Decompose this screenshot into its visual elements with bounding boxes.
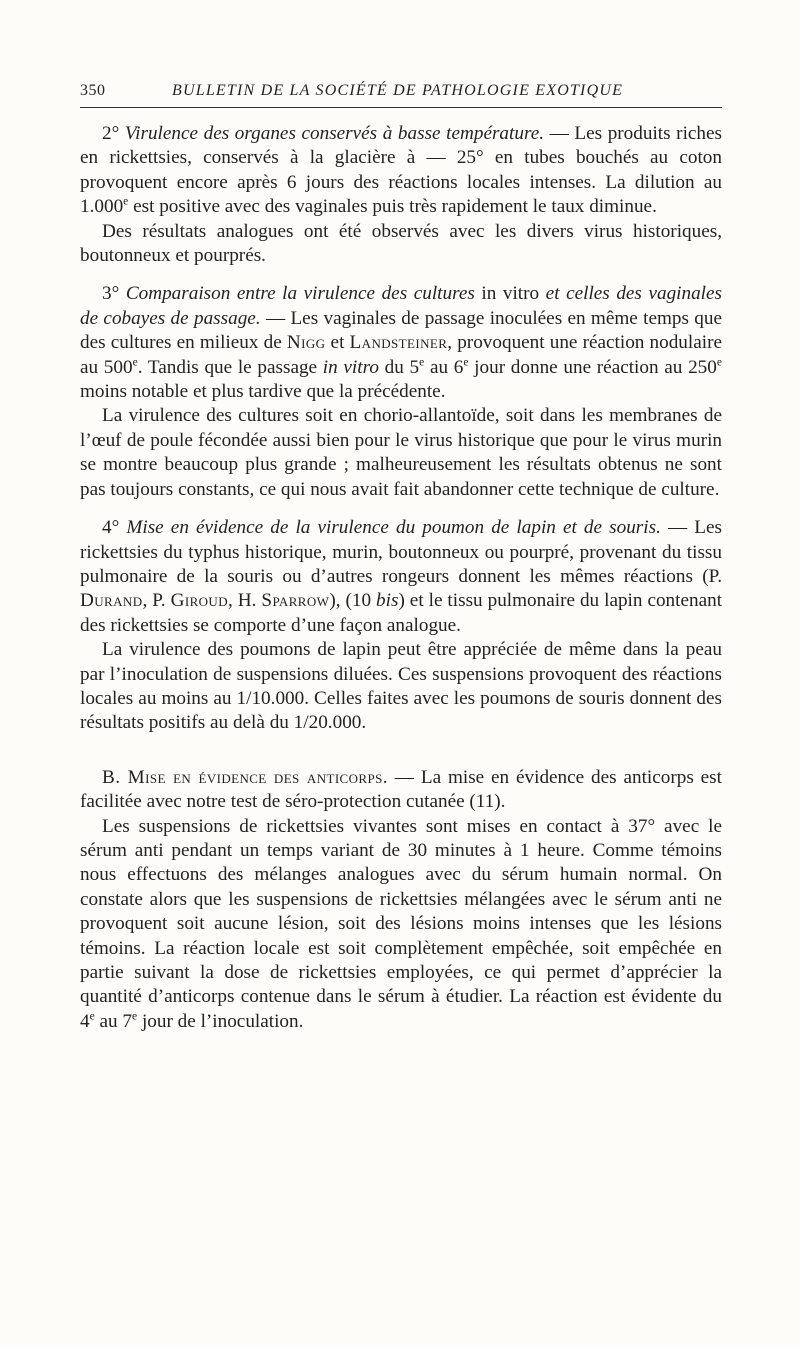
page-header [80, 82, 722, 108]
author-name: Nigg [286, 332, 326, 354]
header-rule [80, 107, 722, 108]
section-number: 3° [102, 283, 120, 305]
section-number: 4° [102, 517, 120, 539]
author-name: Sparrow [261, 590, 330, 612]
section-title: Comparaison entre la virulence des cultures [125, 283, 475, 305]
section-2-paragraph: 2° Virulence des organes conservés à basse température. — Les produits riches en rickettsies, conservés à la glacière à — 25° en tubes bouchés au coton provoquent encore après 6 jours des réactions locales intenses. La dilution au 1.000e est positive avec des vaginales puis très rapidement le taux diminue. [80, 123, 722, 218]
section-number: 2° [102, 123, 120, 144]
section-b-paragraph-2: Les suspensions de rickettsies vivantes sont mises en contact à 37° avec le sérum anti pendant un temps variant de 30 minutes à 1 heure. Comme témoins nous effectuons des mélanges analogues avec du sérum humain normal. On constate alors que les suspensions de rickettsies mélangées avec le sérum anti ne provoquent soit aucune lésion, soit des lésions moins intenses que les lésions témoins. La réaction locale est soit complètement empêchée, soit empêchée en partie suivant la dose de rickettsies employées, ce qui permet d’apprécier la quantité d’anticorps contenue dans le sérum à étudier. La réaction est évidente du 4e au 7e jour de l’inoculation. [80, 815, 722, 1032]
article-body [80, 122, 722, 1034]
page-number: 350 [80, 82, 106, 99]
section-b-heading: B. Mise en évidence des anticorps. [102, 766, 388, 788]
section-3-paragraph-2: La virulence des cultures soit en chorio-allantoïde, soit dans les membranes de l’œuf de poule fécondée aussi bien pour le virus historique que pour le virus murin se montre beaucoup plus grande ; malheureusement les résultats obtenus ne sont pas toujours constants, ce qui nous avait fait abandonner cette technique de culture. [80, 405, 722, 500]
author-name: Durand [80, 590, 143, 612]
section-b-paragraph: B. Mise en évidence des anticorps. — La mise en évidence des anticorps est facilitée avec notre test de séro-protection cutanée (11). [80, 766, 722, 813]
running-title: BULLETIN DE LA SOCIÉTÉ DE PATHOLOGIE EXOTIQUE [172, 82, 624, 99]
section-title: Virulence des organes conservés à basse température. [124, 123, 545, 144]
author-name: Giroud [170, 590, 228, 612]
section-2-paragraph-2: Des résultats analogues ont été observés avec les divers virus historiques, boutonneux et pourprés. [80, 220, 722, 267]
section-3-paragraph: 3° Comparaison entre la virulence des cultures in vitro et celles des vaginales de cobayes de passage. — Les vaginales de passage inoculées en même temps que des cultures en milieux de Nigg et Landsteiner, provoquent une réaction nodulaire au 500e. Tandis que le passage in vitro du 5e au 6e jour donne une réaction au 250e moins notable et plus tardive que la précédente. [80, 283, 723, 403]
author-name: Landsteiner [349, 332, 448, 354]
section-4-paragraph: 4° Mise en évidence de la virulence du poumon de lapin et de souris. — Les rickettsies du typhus historique, murin, boutonneux ou pourpré, provenant du tissu pulmonaire de la souris ou d’autres rongeurs donnent les mêmes réactions (P. Durand, P. Giroud, H. Sparrow), (10 bis) et le tissu pulmonaire du lapin contenant des rickettsies se comporte d’une façon analogue. [80, 517, 723, 636]
section-title: Mise en évidence de la virulence du poumon de lapin et de souris. [126, 517, 661, 539]
section-4-paragraph-2: La virulence des poumons de lapin peut être appréciée de même dans la peau par l’inoculation de suspensions diluées. Ces suspensions provoquent des réactions locales au moins au 1/10.000. Celles faites avec les poumons de souris donnent des résultats positifs au delà du 1/20.000. [80, 639, 722, 734]
